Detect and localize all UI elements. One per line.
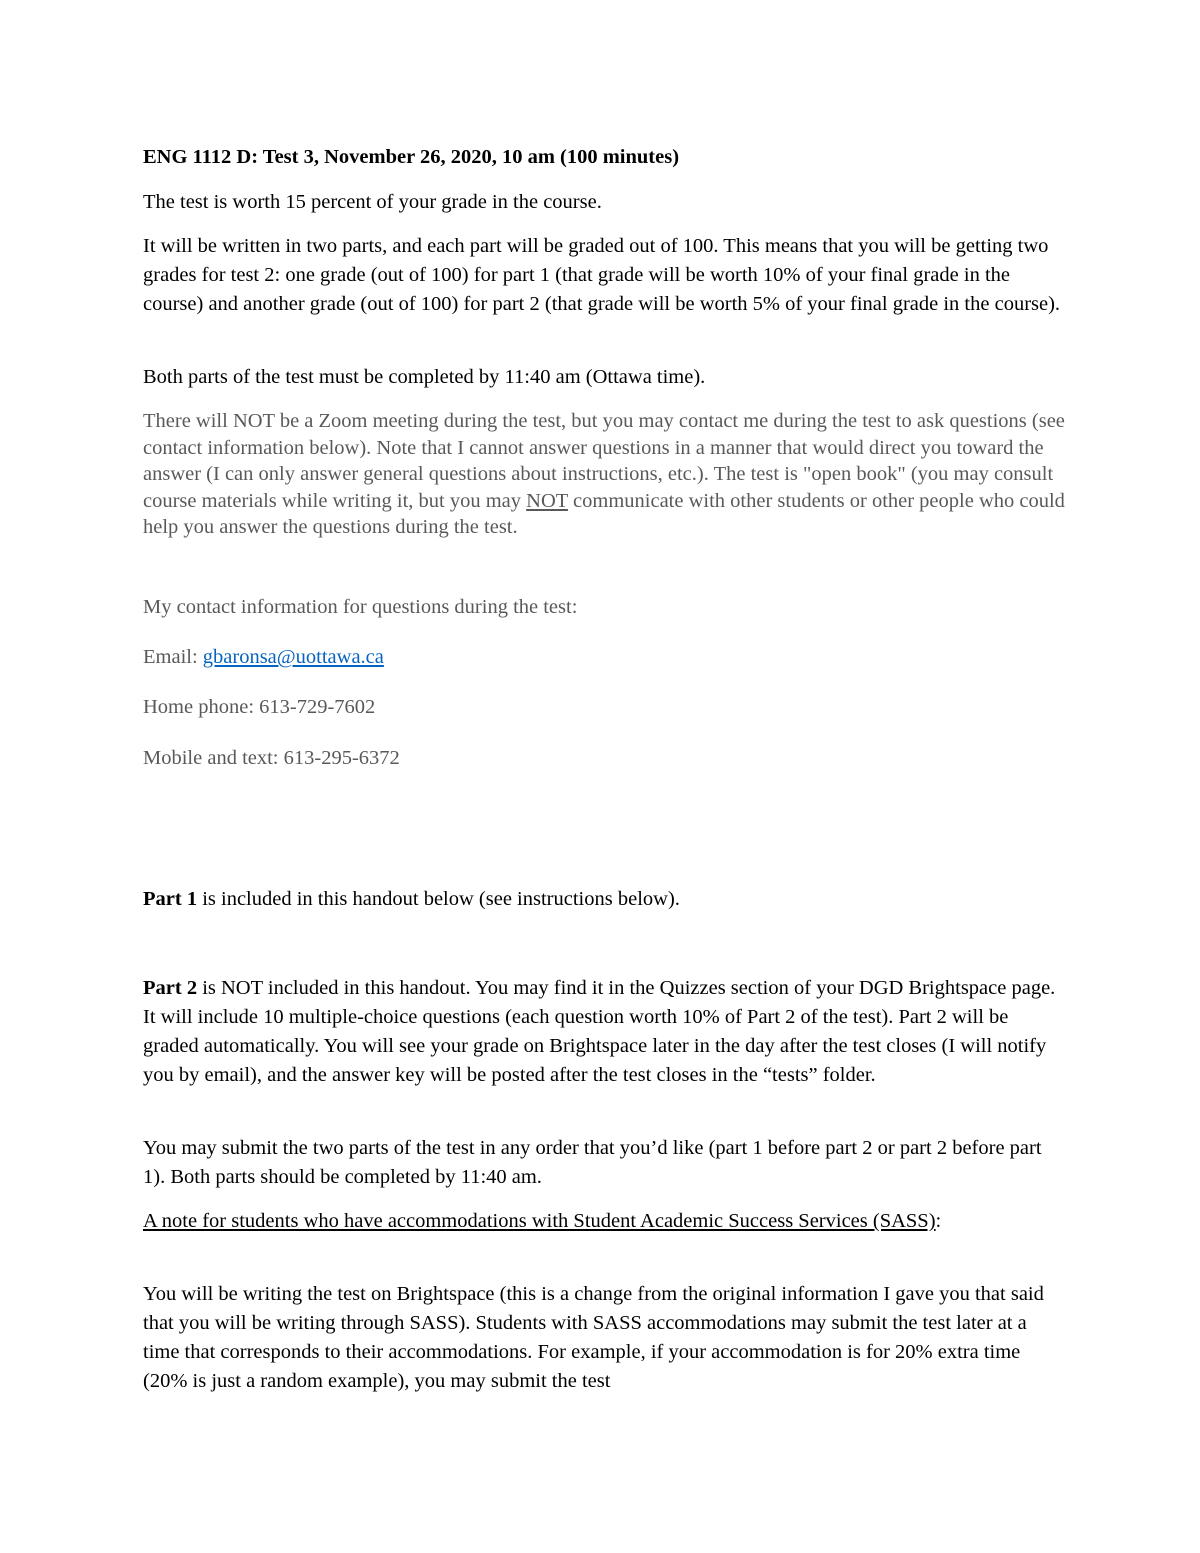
part2-paragraph bbox=[143, 974, 1068, 1090]
zoom-note-not: NOT bbox=[526, 489, 568, 512]
part2-label: Part 2 bbox=[143, 977, 198, 999]
email-label: Email: bbox=[143, 646, 203, 668]
document-title: ENG 1112 D: Test 3, November 26, 2020, 10 am (100 minutes) bbox=[143, 146, 680, 168]
sass-heading-line bbox=[143, 1207, 988, 1236]
zoom-note-text-1: There will NOT be a Zoom meeting during the test, but you may contact me during the test to ask questions (see contact information below). Note that I cannot answer questions in a manner that would direct you toward the answer (I can only answer general questions about instructions, etc.). The test is "open book" (you may consult course materials while writing it, but you may bbox=[143, 410, 1065, 512]
mobile-phone: Mobile and text: 613-295-6372 bbox=[143, 747, 400, 769]
paragraph-two-parts: It will be written in two parts, and each part will be graded out of 100. This means that you will be getting two grades for test 2: one grade (out of 100) for part 1 (that grade will be worth 10% of your final grade in the course) and another grade (out of 100) for part 2 (that grade will be worth 5% of your final grade in the course). bbox=[143, 235, 1061, 315]
sass-heading: A note for students who have accommodations with Student Academic Success Services (SASS) bbox=[143, 1210, 936, 1232]
zoom-note-text-2: communicate with other students or other people who could help you answer the questions during the test. bbox=[143, 489, 1065, 539]
paragraph-order: You may submit the two parts of the test in any order that you’d like (part 1 before part 2 or part 2 before part 1). Both parts should be completed by 11:40 am. bbox=[143, 1137, 1042, 1188]
paragraph-deadline: Both parts of the test must be completed by 11:40 am (Ottawa time). bbox=[143, 366, 706, 388]
part1-label: Part 1 bbox=[143, 888, 198, 910]
paragraph-zoom-note bbox=[143, 408, 1068, 541]
email-line bbox=[143, 644, 1068, 671]
paragraph-sass: You will be writing the test on Brightspace (this is a change from the original information I gave you that said that you will be writing through SASS). Students with SASS accommodations may submit the test later at a time that corresponds to their accommodations. For example, if your accommodation is for 20% extra time (20% is just a random example), you may submit the test bbox=[143, 1283, 1044, 1392]
home-phone: Home phone: 613-729-7602 bbox=[143, 696, 376, 718]
part1-text: is included in this handout below (see instructions below). bbox=[197, 888, 680, 910]
part2-text: is NOT included in this handout. You may find it in the Quizzes section of your DGD Brightspace page. It will include 10 multiple-choice questions (each question worth 10% of Part 2 of the test). Part 2 will be graded automatically. You will see your grade on Brightspace later in the day after the test closes (I will notify you by email), and the answer key will be posted after the test closes in the “tests” folder. bbox=[143, 977, 1056, 1086]
sass-colon: : bbox=[935, 1210, 942, 1232]
email-link[interactable]: gbaronsa@uottawa.ca bbox=[202, 646, 384, 668]
paragraph-worth: The test is worth 15 percent of your grade in the course. bbox=[143, 191, 602, 213]
contact-heading: My contact information for questions during the test: bbox=[143, 596, 578, 618]
part1-paragraph bbox=[143, 885, 1068, 914]
